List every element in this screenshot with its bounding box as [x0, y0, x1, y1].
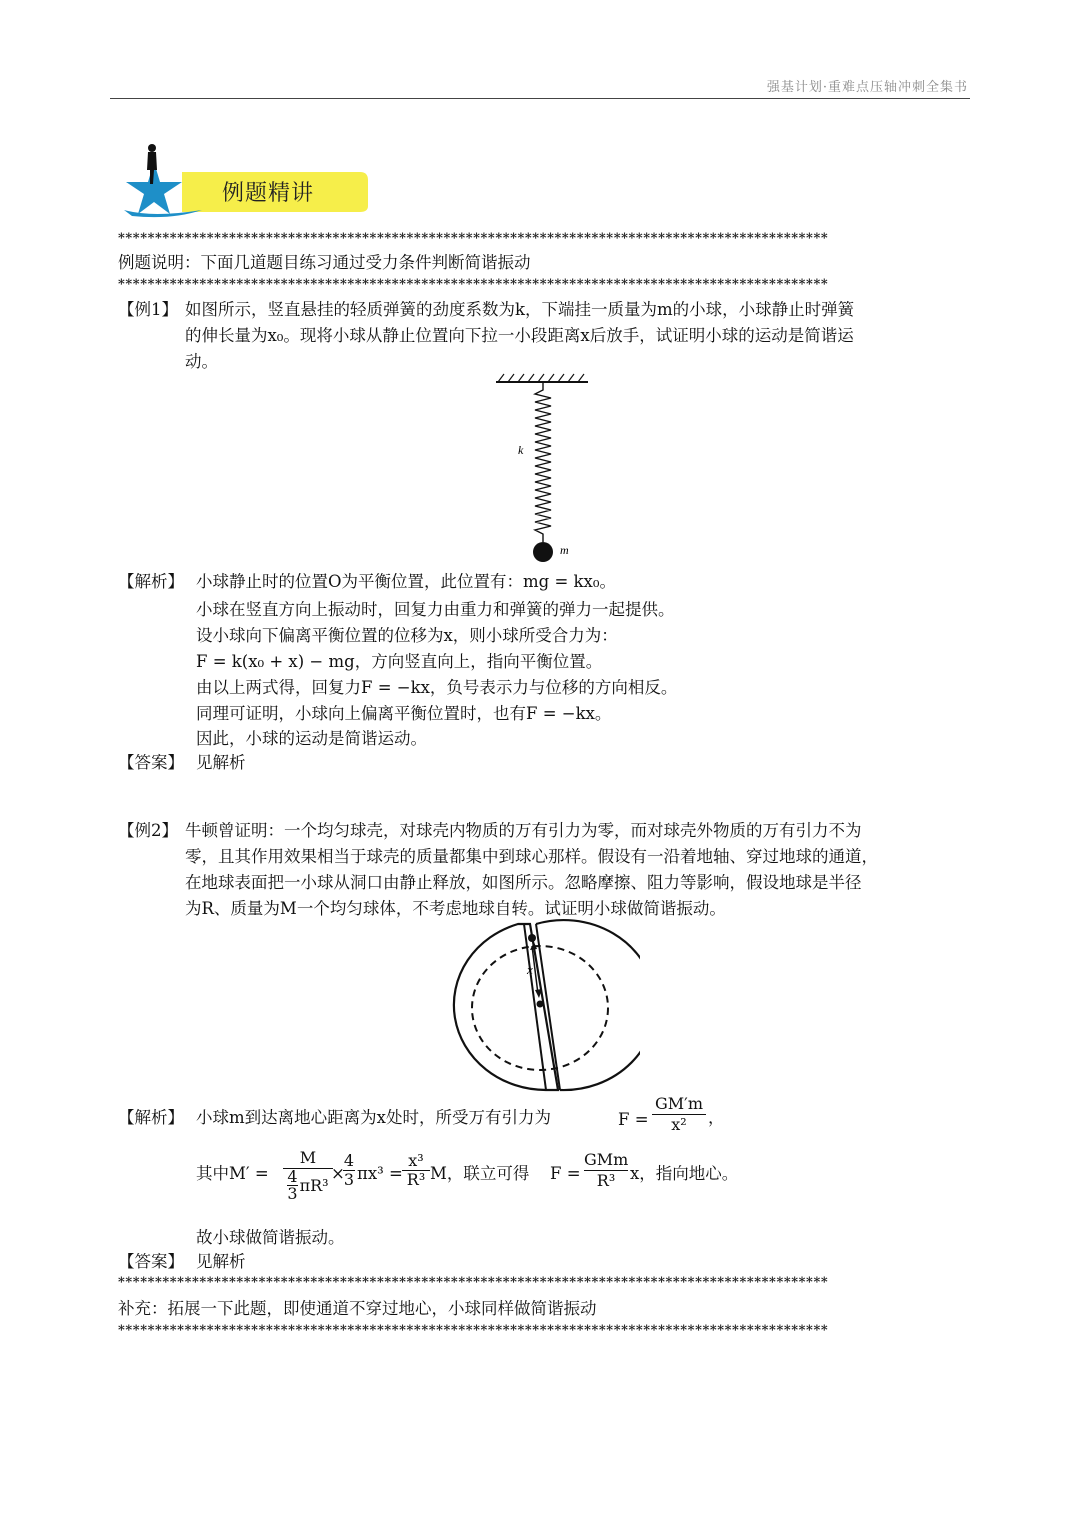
example-2-solution-3: 故小球做简谐振动。	[196, 1228, 345, 1247]
example-1-line-1: 如图所示，竖直悬挂的轻质弹簧的劲度系数为k，下端挂一质量为m的小球，小球静止时弹簧	[185, 300, 855, 319]
example-2-line-1: 牛顿曾证明：一个均匀球壳，对球壳内物质的万有引力为零，而对球壳外物质的万有引力不为	[185, 821, 862, 840]
divider-stars: ************************************************************************************************	[118, 1323, 829, 1338]
ratio-r3: R³	[406, 1170, 426, 1189]
times-sign: ×	[331, 1164, 345, 1183]
intro-text: 例题说明：下面几道题目练习通过受力条件判断简谐振动	[118, 253, 531, 272]
ratio-x3: x³	[402, 1152, 430, 1171]
example-1-solution-4: F = k(x₀ + x) − mg，方向竖直向上，指向平衡位置。	[196, 652, 603, 671]
example-2-line-4: 为R、质量为M一个均匀球体，不考虑地球自转。试证明小球做简谐振动。	[185, 899, 726, 918]
banner-title: 例题精讲	[222, 181, 315, 206]
example-1-solution-2: 小球在竖直方向上振动时，回复力由重力和弹簧的弹力一起提供。	[196, 600, 675, 619]
volume-frac-3: 3	[287, 1184, 298, 1203]
example-1-line-3: 动。	[185, 352, 218, 371]
result-denominator: R³	[596, 1171, 616, 1190]
example-2-label: 【例2】	[118, 821, 178, 840]
ball-top	[528, 934, 536, 942]
mass-eq-mid: M，联立可得	[430, 1164, 530, 1183]
ball-position	[537, 1001, 544, 1008]
force-numerator: GM′m	[652, 1094, 706, 1115]
spring-figure	[490, 372, 600, 564]
example-1-solution-label: 【解析】	[118, 572, 184, 591]
force-result-tail: x，指向地心。	[630, 1164, 739, 1183]
example-2-answer-label: 【答案】	[118, 1252, 184, 1271]
example-1-solution-3: 设小球向下偏离平衡位置的位移为x，则小球所受合力为：	[196, 626, 618, 645]
frac-4: 4	[343, 1151, 355, 1170]
spring-label-k: k	[518, 443, 524, 457]
example-1-solution-7: 因此，小球的运动是简谐运动。	[196, 729, 427, 748]
spring-coil	[535, 382, 551, 542]
example-2-line-2: 零，且其作用效果相当于球壳的质量都集中到球心那样。假设有一沿着地轴、穿过地球的通道，	[185, 847, 878, 866]
volume-pi-r3: πR³	[299, 1175, 329, 1195]
divider-stars: ************************************************************************************************	[118, 231, 829, 246]
ceiling-hatch	[498, 374, 584, 382]
frac-3: 3	[343, 1170, 355, 1189]
earth-right-arc	[536, 920, 640, 1090]
divider-stars: ************************************************************************************************	[118, 277, 829, 292]
example-2-solution-1: 小球m到达离地心距离为x处时，所受万有引力为	[196, 1108, 551, 1127]
example-1-answer: 见解析	[196, 753, 246, 772]
example-1-solution-5: 由以上两式得，回复力F = −kx，负号表示力与位移的方向相反。	[196, 678, 678, 697]
pi-x3: πx³ =	[357, 1164, 403, 1183]
force-denominator: x²	[671, 1115, 687, 1134]
force-result-lhs: F =	[550, 1164, 581, 1183]
mass-frac-numerator: M	[283, 1148, 333, 1169]
running-header: 强基计划·重难点压轴冲刺全集书	[766, 80, 968, 95]
example-1-label: 【例1】	[118, 300, 178, 319]
example-1-solution-6: 同理可证明，小球向上偏离平衡位置时，也有F = −kx。	[196, 704, 612, 723]
volume-frac-4: 4	[287, 1167, 298, 1186]
example-1-line-2: 的伸长量为x₀。现将小球从静止位置向下拉一小段距离x后放手，试证明小球的运动是简谐运	[185, 326, 854, 345]
ball-label-m: m	[560, 543, 569, 557]
example-2-line-3: 在地球表面把一小球从洞口由静止释放，如图所示。忽略摩擦、阻力等影响，假设地球是半径	[185, 873, 862, 892]
example-2-solution-label: 【解析】	[118, 1108, 184, 1127]
example-1-solution-1: 小球静止时的位置O为平衡位置，此位置有：mg = kx₀。	[196, 572, 616, 591]
ball	[533, 542, 553, 562]
header-rule	[110, 98, 970, 99]
force-eq-lhs: F =	[618, 1110, 649, 1129]
example-2-answer: 见解析	[196, 1252, 246, 1271]
result-numerator: GMm	[584, 1150, 629, 1169]
displacement-label-x: x	[527, 962, 533, 977]
force-comma: ，	[708, 1108, 725, 1127]
divider-stars: ************************************************************************************************	[118, 1275, 829, 1290]
example-1-answer-label: 【答案】	[118, 753, 184, 772]
mass-eq-prefix: 其中M′ =	[196, 1164, 269, 1183]
earth-tunnel-figure	[440, 918, 640, 1098]
supplement-text: 补充：拓展一下此题，即使通道不穿过地心，小球同样做简谐振动	[118, 1299, 597, 1318]
